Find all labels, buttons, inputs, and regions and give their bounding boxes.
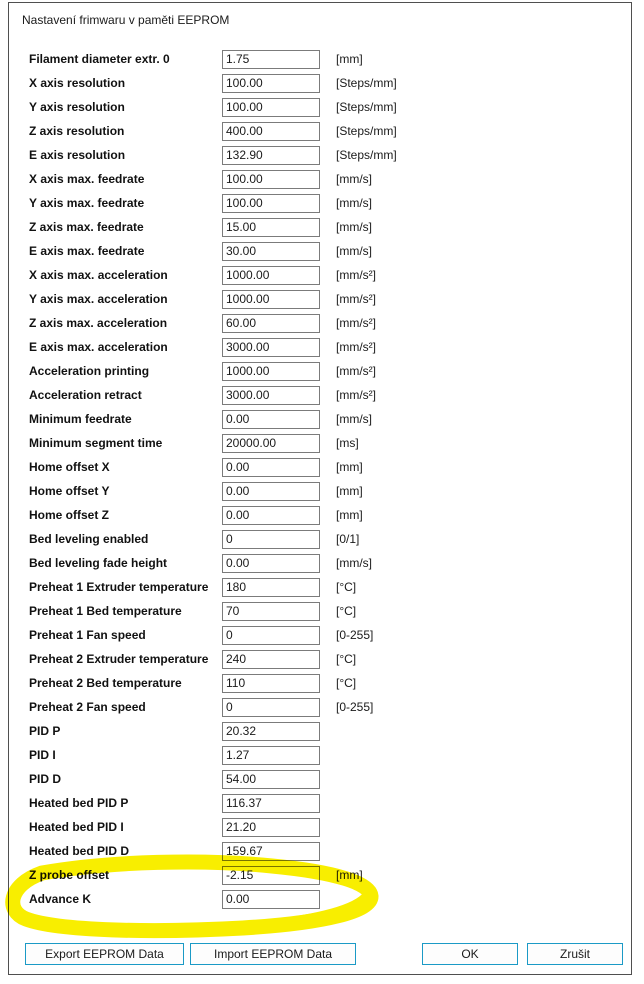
field-input-acceleration-retract[interactable]: [222, 386, 320, 405]
field-input-minimum-segment-time[interactable]: [222, 434, 320, 453]
field-row-preheat-2-extruder-temperature: [9, 647, 631, 671]
field-row-acceleration-printing: [9, 359, 631, 383]
field-row-home-offset-x: [9, 455, 631, 479]
field-row-x-axis-max-acceleration: [9, 263, 631, 287]
field-unit: [Steps/mm]: [336, 124, 397, 138]
field-input-heated-bed-pid-d[interactable]: [222, 842, 320, 861]
field-row-z-probe-offset: [9, 863, 631, 887]
field-row-z-axis-max-acceleration: [9, 311, 631, 335]
field-input-preheat-1-bed-temperature[interactable]: [222, 602, 320, 621]
field-row-e-axis-max-feedrate: [9, 239, 631, 263]
field-input-preheat-2-extruder-temperature[interactable]: [222, 650, 320, 669]
field-input-e-axis-max-acceleration[interactable]: [222, 338, 320, 357]
field-rows-container: [9, 47, 631, 911]
field-label: Minimum segment time: [29, 436, 163, 450]
field-row-home-offset-y: [9, 479, 631, 503]
field-row-x-axis-resolution: [9, 71, 631, 95]
field-unit: [mm/s]: [336, 244, 372, 258]
field-label: Z probe offset: [29, 868, 109, 882]
field-input-e-axis-max-feedrate[interactable]: [222, 242, 320, 261]
field-row-y-axis-max-feedrate: [9, 191, 631, 215]
field-row-pid-d: [9, 767, 631, 791]
field-input-minimum-feedrate[interactable]: [222, 410, 320, 429]
field-unit: [0-255]: [336, 628, 374, 642]
field-input-preheat-1-extruder-temperature[interactable]: [222, 578, 320, 597]
field-input-pid-d[interactable]: [222, 770, 320, 789]
field-unit: [mm/s]: [336, 196, 372, 210]
field-label: E axis resolution: [29, 148, 126, 162]
field-unit: [mm/s²]: [336, 292, 376, 306]
field-row-heated-bed-pid-d: [9, 839, 631, 863]
field-label: E axis max. feedrate: [29, 244, 145, 258]
field-label: X axis resolution: [29, 76, 126, 90]
field-input-bed-leveling-enabled[interactable]: [222, 530, 320, 549]
field-unit: [mm/s]: [336, 172, 372, 186]
field-input-z-axis-resolution[interactable]: [222, 122, 320, 141]
field-row-bed-leveling-enabled: [9, 527, 631, 551]
field-input-filament-diameter-extr-0[interactable]: [222, 50, 320, 69]
import-eeprom-button[interactable]: Import EEPROM Data: [190, 943, 356, 965]
field-row-heated-bed-pid-i: [9, 815, 631, 839]
field-input-e-axis-resolution[interactable]: [222, 146, 320, 165]
field-row-bed-leveling-fade-height: [9, 551, 631, 575]
field-unit: [°C]: [336, 676, 357, 690]
field-unit: [mm]: [336, 868, 363, 882]
field-input-bed-leveling-fade-height[interactable]: [222, 554, 320, 573]
field-unit: [mm]: [336, 508, 363, 522]
field-row-y-axis-resolution: [9, 95, 631, 119]
ok-button[interactable]: OK: [422, 943, 518, 965]
field-input-y-axis-resolution[interactable]: [222, 98, 320, 117]
field-input-pid-i[interactable]: [222, 746, 320, 765]
field-unit: [mm/s]: [336, 412, 372, 426]
eeprom-settings-dialog: [8, 2, 632, 975]
field-row-preheat-1-fan-speed: [9, 623, 631, 647]
field-row-minimum-segment-time: [9, 431, 631, 455]
field-label: Minimum feedrate: [29, 412, 132, 426]
field-label: Preheat 2 Fan speed: [29, 700, 146, 714]
field-label: E axis max. acceleration: [29, 340, 168, 354]
field-unit: [Steps/mm]: [336, 76, 397, 90]
field-input-preheat-2-fan-speed[interactable]: [222, 698, 320, 717]
field-input-pid-p[interactable]: [222, 722, 320, 741]
field-row-pid-p: [9, 719, 631, 743]
field-label: Heated bed PID P: [29, 796, 129, 810]
cancel-button[interactable]: Zrušit: [527, 943, 623, 965]
field-input-x-axis-resolution[interactable]: [222, 74, 320, 93]
field-row-home-offset-z: [9, 503, 631, 527]
field-label: Heated bed PID I: [29, 820, 124, 834]
field-unit: [Steps/mm]: [336, 148, 397, 162]
field-label: Y axis resolution: [29, 100, 125, 114]
field-input-home-offset-x[interactable]: [222, 458, 320, 477]
field-row-preheat-1-extruder-temperature: [9, 575, 631, 599]
field-unit: [mm]: [336, 52, 363, 66]
field-label: Bed leveling fade height: [29, 556, 168, 570]
field-row-z-axis-resolution: [9, 119, 631, 143]
field-input-preheat-1-fan-speed[interactable]: [222, 626, 320, 645]
field-input-advance-k[interactable]: [222, 890, 320, 909]
field-label: Heated bed PID D: [29, 844, 130, 858]
field-input-x-axis-max-acceleration[interactable]: [222, 266, 320, 285]
field-label: Preheat 2 Bed temperature: [29, 676, 182, 690]
field-input-heated-bed-pid-p[interactable]: [222, 794, 320, 813]
field-label: Y axis max. acceleration: [29, 292, 168, 306]
field-label: X axis max. feedrate: [29, 172, 145, 186]
field-input-home-offset-z[interactable]: [222, 506, 320, 525]
field-label: Y axis max. feedrate: [29, 196, 145, 210]
field-input-y-axis-max-acceleration[interactable]: [222, 290, 320, 309]
field-label: Home offset X: [29, 460, 110, 474]
field-row-y-axis-max-acceleration: [9, 287, 631, 311]
field-unit: [ms]: [336, 436, 359, 450]
field-unit: [0-255]: [336, 700, 374, 714]
field-row-preheat-2-bed-temperature: [9, 671, 631, 695]
export-eeprom-button[interactable]: Export EEPROM Data: [25, 943, 184, 965]
field-unit: [°C]: [336, 652, 357, 666]
field-label: PID I: [29, 748, 56, 762]
field-input-preheat-2-bed-temperature[interactable]: [222, 674, 320, 693]
field-unit: [°C]: [336, 604, 357, 618]
field-label: Bed leveling enabled: [29, 532, 149, 546]
field-unit: [mm]: [336, 484, 363, 498]
field-label: PID P: [29, 724, 61, 738]
field-row-advance-k: [9, 887, 631, 911]
field-row-acceleration-retract: [9, 383, 631, 407]
field-unit: [mm/s]: [336, 556, 372, 570]
field-unit: [mm/s]: [336, 220, 372, 234]
field-label: Preheat 2 Extruder temperature: [29, 652, 209, 666]
field-label: X axis max. acceleration: [29, 268, 168, 282]
dialog-title: Nastavení frimwaru v paměti EEPROM: [22, 13, 230, 27]
field-label: Preheat 1 Extruder temperature: [29, 580, 209, 594]
field-label: Advance K: [29, 892, 92, 906]
field-label: Z axis max. acceleration: [29, 316, 168, 330]
field-input-z-axis-max-feedrate[interactable]: [222, 218, 320, 237]
field-input-x-axis-max-feedrate[interactable]: [222, 170, 320, 189]
field-row-e-axis-resolution: [9, 143, 631, 167]
field-unit: [mm/s²]: [336, 364, 376, 378]
field-label: Preheat 1 Fan speed: [29, 628, 146, 642]
field-label: Z axis resolution: [29, 124, 125, 138]
field-label: Preheat 1 Bed temperature: [29, 604, 182, 618]
field-row-x-axis-max-feedrate: [9, 167, 631, 191]
field-input-z-axis-max-acceleration[interactable]: [222, 314, 320, 333]
field-unit: [mm/s²]: [336, 340, 376, 354]
field-label: PID D: [29, 772, 62, 786]
field-row-filament-diameter-extr-0: [9, 47, 631, 71]
field-unit: [mm]: [336, 460, 363, 474]
field-unit: [mm/s²]: [336, 388, 376, 402]
field-row-pid-i: [9, 743, 631, 767]
field-label: Home offset Z: [29, 508, 110, 522]
field-label: Home offset Y: [29, 484, 110, 498]
field-row-e-axis-max-acceleration: [9, 335, 631, 359]
field-input-heated-bed-pid-i[interactable]: [222, 818, 320, 837]
field-row-heated-bed-pid-p: [9, 791, 631, 815]
field-unit: [mm/s²]: [336, 316, 376, 330]
field-row-minimum-feedrate: [9, 407, 631, 431]
field-label: Z axis max. feedrate: [29, 220, 144, 234]
field-input-home-offset-y[interactable]: [222, 482, 320, 501]
field-row-z-axis-max-feedrate: [9, 215, 631, 239]
field-unit: [mm/s²]: [336, 268, 376, 282]
field-input-z-probe-offset[interactable]: [222, 866, 320, 885]
field-label: Acceleration retract: [29, 388, 142, 402]
field-unit: [Steps/mm]: [336, 100, 397, 114]
field-row-preheat-1-bed-temperature: [9, 599, 631, 623]
field-unit: [°C]: [336, 580, 357, 594]
field-label: Filament diameter extr. 0: [29, 52, 170, 66]
field-unit: [0/1]: [336, 532, 360, 546]
field-label: Acceleration printing: [29, 364, 150, 378]
field-row-preheat-2-fan-speed: [9, 695, 631, 719]
field-input-acceleration-printing[interactable]: [222, 362, 320, 381]
field-input-y-axis-max-feedrate[interactable]: [222, 194, 320, 213]
